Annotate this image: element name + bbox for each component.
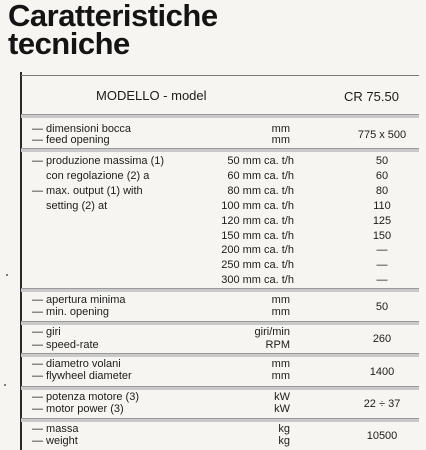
speed-unit-it: giri/min xyxy=(254,326,290,338)
feed-opening-unit-en: mm xyxy=(271,134,290,146)
row-separator xyxy=(21,386,419,390)
production-value: 150 xyxy=(372,230,392,242)
production-setting: 50 mm ca. t/h xyxy=(227,155,294,167)
production-setting: 300 mm ca. t/h xyxy=(221,274,294,286)
production-value: 60 xyxy=(375,170,389,182)
page-title xyxy=(8,0,218,61)
scan-speck xyxy=(6,274,8,276)
production-value: — xyxy=(376,274,388,286)
table-left-border xyxy=(20,72,22,450)
title-line-1: Caratteristiche xyxy=(8,0,218,33)
production-value: 125 xyxy=(372,215,392,227)
weight-unit-it: kg xyxy=(278,423,290,435)
flywheel-value: 1400 xyxy=(369,366,395,378)
row-separator xyxy=(21,288,419,292)
weight-label-it: — massa xyxy=(32,423,79,435)
row-separator xyxy=(21,321,419,325)
speed-value: 260 xyxy=(372,333,392,345)
production-setting: 120 mm ca. t/h xyxy=(221,215,294,227)
production-setting: 80 mm ca. t/h xyxy=(227,185,294,197)
speed-label-it: — giri xyxy=(32,326,61,338)
motor-power-value: 22 ÷ 37 xyxy=(363,398,401,410)
flywheel-label-it: — diametro volani xyxy=(32,358,121,370)
speed-label-en: — speed-rate xyxy=(32,339,99,351)
model-label: MODELLO - model xyxy=(96,88,207,103)
motor-power-label-it: — potenza motore (3) xyxy=(32,391,139,403)
table-top-rule xyxy=(21,75,419,76)
production-label-line: setting (2) at xyxy=(46,200,108,212)
production-setting: 100 mm ca. t/h xyxy=(221,200,294,212)
weight-label-en: — weight xyxy=(32,435,78,447)
production-setting: 250 mm ca. t/h xyxy=(221,259,294,271)
production-setting: 200 mm ca. t/h xyxy=(221,244,294,256)
model-value: CR 75.50 xyxy=(344,89,399,104)
production-label-line: con regolazione (2) a xyxy=(46,170,150,182)
row-separator xyxy=(21,114,419,118)
production-label-line: — produzione massima (1) xyxy=(32,155,165,167)
motor-power-unit-en: kW xyxy=(274,403,290,415)
production-value: 80 xyxy=(375,185,389,197)
production-value: — xyxy=(376,244,388,256)
flywheel-label-en: — flywheel diameter xyxy=(32,370,132,382)
production-setting: 150 mm ca. t/h xyxy=(221,230,294,242)
speed-unit-en: RPM xyxy=(265,339,290,351)
motor-power-label-en: — motor power (3) xyxy=(32,403,124,415)
production-value: — xyxy=(376,259,388,271)
min-opening-value: 50 xyxy=(375,301,389,313)
production-setting: 60 mm ca. t/h xyxy=(227,170,294,182)
production-value: 50 xyxy=(375,155,389,167)
min-opening-label-it: — apertura minima xyxy=(32,294,126,306)
feed-opening-value: 775 x 500 xyxy=(357,129,407,141)
production-value: 110 xyxy=(373,200,391,212)
scan-speck xyxy=(4,384,6,386)
row-separator xyxy=(21,353,419,357)
weight-value: 10500 xyxy=(366,430,398,442)
row-separator xyxy=(21,418,419,422)
production-label-line: — max. output (1) with xyxy=(32,185,143,197)
feed-opening-label-en: — feed opening xyxy=(32,134,110,146)
feed-opening-label-it: — dimensioni bocca xyxy=(32,123,132,135)
weight-unit-en: kg xyxy=(278,435,290,447)
min-opening-unit-en: mm xyxy=(271,306,290,318)
flywheel-unit-it: mm xyxy=(271,358,290,370)
flywheel-unit-en: mm xyxy=(271,370,290,382)
min-opening-label-en: — min. opening xyxy=(32,306,110,318)
row-separator xyxy=(21,148,419,152)
feed-opening-unit-it: mm xyxy=(271,123,290,135)
title-line-2: tecniche xyxy=(8,26,130,61)
motor-power-unit-it: kW xyxy=(274,391,290,403)
min-opening-unit-it: mm xyxy=(271,294,290,306)
